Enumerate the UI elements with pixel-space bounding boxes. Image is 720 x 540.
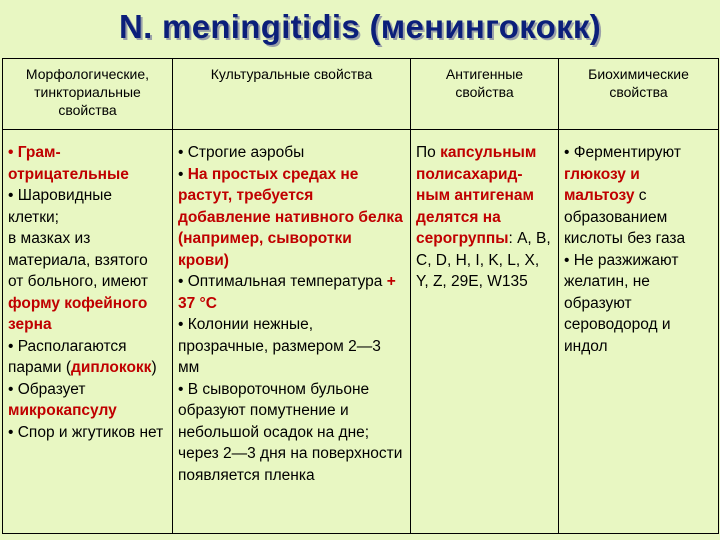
ferment-text-c: с образованием кислоты без газа xyxy=(564,187,686,247)
header-biochem: Биохимические свойства xyxy=(559,59,719,130)
pairs-text-a: • Располагаются парами ( xyxy=(8,337,127,376)
glucose-maltose-text: глюкозу и мальтозу xyxy=(564,165,640,204)
pairs-text xyxy=(8,336,167,379)
ferment-text xyxy=(564,142,713,250)
no-spores-text: • Спор и жгутиков нет xyxy=(8,423,164,441)
smear-text xyxy=(8,228,167,336)
diplococcus-text: диплококк xyxy=(71,359,152,376)
biochem-cell xyxy=(559,130,719,534)
serogroup-list: : А, В, С, D, H, I, K, L, X, Y, Z, 29E, W135 xyxy=(416,230,551,290)
capsule-text-a: • Образует xyxy=(8,380,86,398)
content-row xyxy=(3,130,719,534)
header-antigen: Антигенные свойства xyxy=(411,59,559,130)
media-bullet: • xyxy=(178,165,188,183)
temperature-text xyxy=(178,271,405,314)
aerobes-text: • Строгие аэробы xyxy=(178,144,305,161)
page-title: N. meningitidis (менингококк) xyxy=(118,8,601,45)
spherical-cells-text: • Шаровидные клетки; xyxy=(8,187,113,226)
antigen-cell xyxy=(411,130,559,534)
header-morphology: Морфологические, тинкториальные свойства xyxy=(3,59,173,130)
temperature-value: + 37 °С xyxy=(178,273,396,312)
antigen-text-a: По xyxy=(416,144,441,161)
capsule-text xyxy=(8,379,167,422)
gram-negative-text: • Грам-отрицательные xyxy=(8,144,129,183)
antigen-serogroups-text: капсульным полисахарид-ным антигенам делятся на серогруппы xyxy=(416,144,537,247)
header-culture: Культуральные свойства xyxy=(173,59,411,130)
header-row xyxy=(3,59,719,130)
microcapsule-text: микрокапсулу xyxy=(8,402,117,419)
colonies-text: • Колонии нежные, прозрачные, размером 2—3 мм xyxy=(178,316,381,376)
broth-text: • В сывороточном бульоне образуют помутнение и небольшой осадок на дне; через 2—3 дня на поверхности появляется пленка xyxy=(178,380,403,484)
media-requirement-text: На простых средах не растут, требуется добавление нативного белка (например, сыворотки крови) xyxy=(178,165,403,269)
ferment-text-a: • Ферментируют xyxy=(564,144,681,161)
morphology-cell xyxy=(3,130,173,534)
coffee-bean-text: форму кофейного зерна xyxy=(8,294,148,333)
media-text xyxy=(178,164,405,272)
gelatin-text: • Не разжижают желатин, не образуют сероводород и индол xyxy=(564,251,679,355)
pairs-text-c: ) xyxy=(151,359,157,376)
properties-table xyxy=(2,58,719,534)
temperature-label: • Оптимальная температура xyxy=(178,273,387,290)
smear-text-a: в мазках из материала, взятого от больного, имеют xyxy=(8,230,149,290)
culture-cell xyxy=(173,130,411,534)
